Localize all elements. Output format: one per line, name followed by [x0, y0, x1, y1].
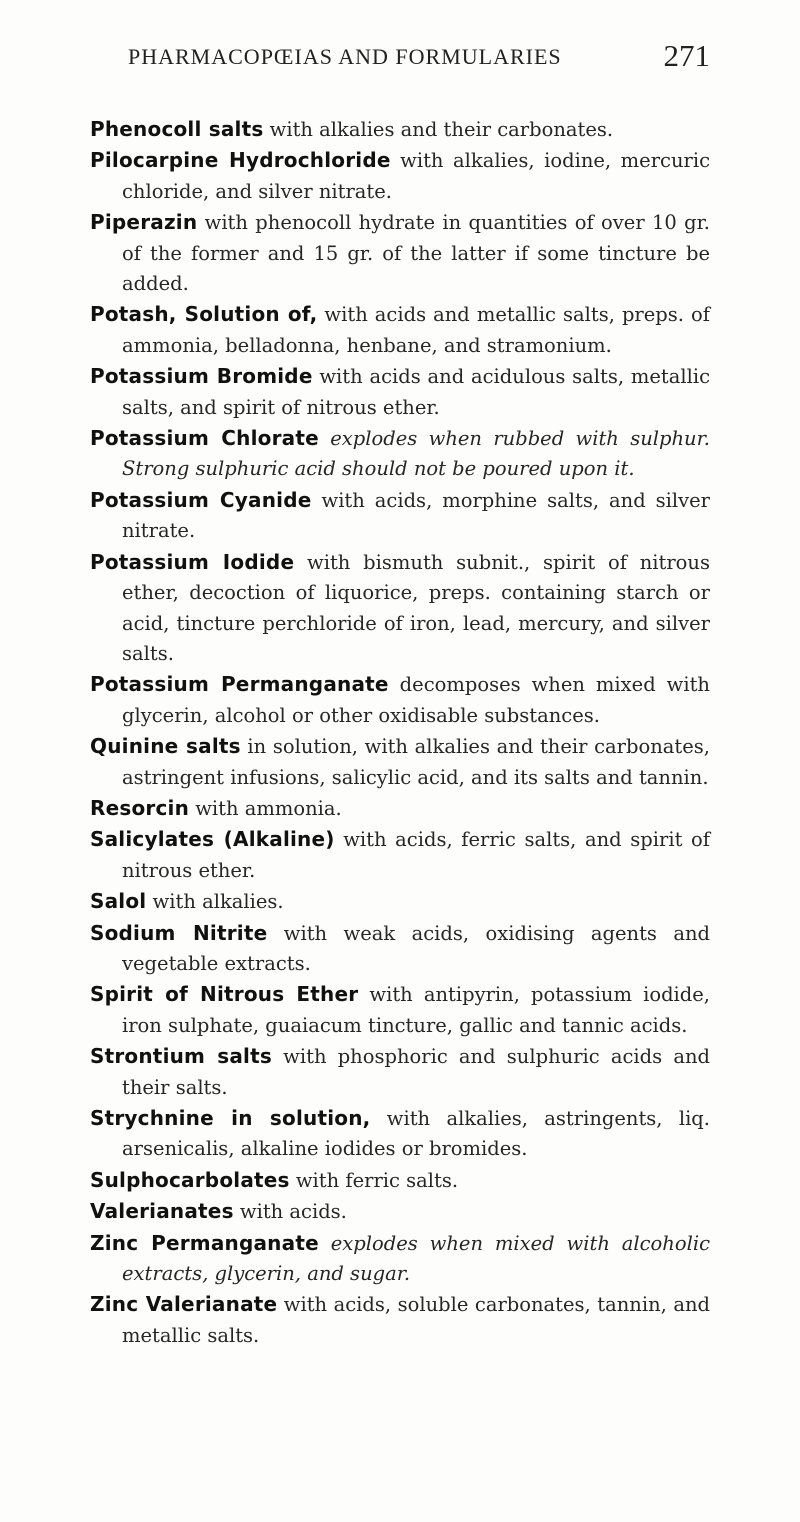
entry-term: Pilocarpine Hydrochloride	[90, 148, 391, 173]
page-number: 271	[663, 38, 710, 73]
entry-term: Potassium Bromide	[90, 364, 313, 389]
entry	[90, 824, 710, 886]
entry-text: with acids, ferric salts, and spirit of nitrous ether.	[122, 828, 710, 882]
entry-text: with acids and acidulous salts, metallic salts, and spirit of nitrous ether.	[122, 365, 710, 419]
entry-text: with acids and metallic salts, preps. of ammonia, belladonna, henbane, and stramonium.	[122, 303, 710, 357]
entry-term: Resorcin	[90, 795, 190, 820]
entry	[90, 145, 710, 207]
entry	[90, 485, 710, 547]
entry	[90, 361, 710, 423]
entry	[90, 886, 710, 917]
entry-text: with ferric salts.	[289, 1168, 459, 1192]
entry	[90, 1228, 710, 1290]
entry-text: with antipyrin, potassium iodide, iron sulphate, guaiacum tincture, gallic and tannic acids.	[122, 983, 711, 1037]
entry-text: with ammonia.	[189, 796, 342, 820]
entry-term: Potassium Permanganate	[90, 672, 389, 697]
entry-term: Sodium Nitrite	[90, 920, 268, 945]
entry	[90, 1041, 710, 1103]
running-head	[128, 38, 710, 74]
entry-text: in solution, with alkalies and their carbonates, astringent infusions, salicylic acid, and its salts and tannin.	[122, 735, 710, 789]
entry-text: with weak acids, oxidising agents and vegetable extracts.	[122, 921, 711, 975]
entry	[90, 114, 710, 145]
entry-term: Potassium Chlorate	[90, 426, 319, 451]
entry-warning: explodes when rubbed with sulphur. Strong sulphuric acid should not be poured upon it.	[122, 427, 710, 481]
entry-term: Valerianates	[90, 1199, 234, 1224]
incompatibilities-list	[90, 114, 710, 1351]
entry-text: with acids, soluble carbonates, tannin, and metallic salts.	[122, 1293, 710, 1347]
entry	[90, 423, 710, 485]
entry-text: with alkalies and their carbonates.	[263, 118, 614, 141]
entry-term: Salicylates (Alkaline)	[90, 827, 335, 852]
entry-term: Spirit of Nitrous Ether	[90, 982, 359, 1007]
entry	[90, 793, 710, 824]
entry	[90, 1196, 710, 1227]
entry	[90, 979, 710, 1041]
entry	[90, 1165, 710, 1196]
entry-term: Piperazin	[90, 210, 198, 235]
entry	[90, 731, 710, 793]
entry-text: with phosphoric and sulphuric acids and their salts.	[122, 1045, 710, 1099]
entry-term: Quinine salts	[90, 734, 241, 759]
entry-text: decomposes when mixed with glycerin, alcohol or other oxidisable substances.	[122, 673, 710, 727]
entry	[90, 1289, 710, 1351]
entry-term: Sulphocarbolates	[90, 1167, 290, 1192]
entry	[90, 547, 710, 670]
entry-text: with alkalies.	[146, 890, 284, 914]
entry-term: Phenocoll salts	[90, 117, 264, 141]
entry-text: with alkalies, astringents, liq. arsenicalis, alkaline iodides or bromides.	[122, 1107, 710, 1161]
entry-term: Zinc Valerianate	[90, 1292, 278, 1317]
entry	[90, 669, 710, 731]
entry-term: Potassium Iodide	[90, 549, 295, 574]
entry-term: Potash, Solution of,	[90, 302, 318, 327]
running-title: PHARMACOPŒIAS AND FORMULARIES	[128, 44, 562, 69]
entry	[90, 299, 710, 361]
entry-term: Strychnine in solution,	[90, 1106, 371, 1130]
entry-text	[319, 427, 330, 450]
entry-warning: explodes when mixed with alcoholic extracts, glycerin, and sugar.	[122, 1231, 710, 1286]
entry	[90, 207, 710, 299]
entry-term: Salol	[90, 889, 147, 914]
entry-term: Potassium Cyanide	[90, 487, 312, 512]
entry-text: with alkalies, iodine, mercuric chloride, and silver nitrate.	[122, 149, 710, 203]
entry-text	[319, 1232, 331, 1255]
entry-text: with acids.	[233, 1200, 347, 1224]
entry-term: Zinc Permanganate	[90, 1230, 319, 1255]
entry-text: with bismuth subnit., spirit of nitrous ether, decoction of liquorice, preps. containing starch or acid, tincture perchloride of iron, lead, mercury, and silver salts.	[122, 550, 710, 665]
entry	[90, 918, 710, 980]
entry	[90, 1103, 710, 1165]
entry-term: Strontium salts	[90, 1044, 272, 1069]
entry-text: with acids, morphine salts, and silver nitrate.	[122, 488, 711, 543]
entry-text: with phenocoll hydrate in quantities of over 10 gr. of the former and 15 gr. of the latter if some tincture be added.	[122, 211, 710, 296]
